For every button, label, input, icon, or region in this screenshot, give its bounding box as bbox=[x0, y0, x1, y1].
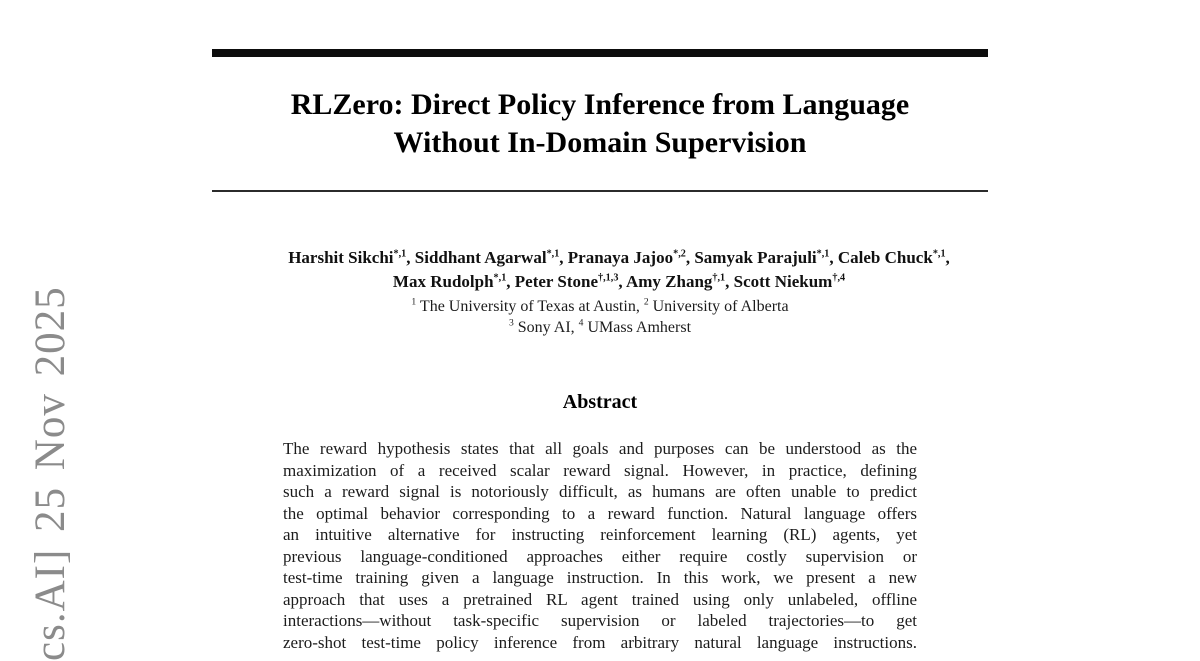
author-name: Samyak Parajuli bbox=[694, 248, 817, 267]
paper-title-line1: RLZero: Direct Policy Inference from Language bbox=[290, 88, 910, 121]
author-name: Siddhant Agarwal bbox=[414, 248, 547, 267]
top-rule bbox=[212, 49, 988, 57]
affiliation-name: University of Alberta bbox=[648, 298, 789, 315]
abstract-line: test-time training given a language instruction. In this work, we present a new bbox=[283, 568, 917, 587]
author-name: Scott Niekum bbox=[733, 272, 833, 291]
abstract-line: an intuitive alternative for instructing reinforcement learning (RL) agents, yet bbox=[283, 525, 917, 544]
abstract-line: The reward hypothesis states that all goals and purposes can be understood as the bbox=[283, 439, 917, 458]
author-affiliation-marker: *,1 bbox=[493, 272, 507, 284]
author-affiliation-marker: *,1 bbox=[393, 248, 407, 260]
author-affiliation-marker: *,1 bbox=[546, 248, 560, 260]
author-name: Harshit Sikchi bbox=[288, 248, 394, 267]
abstract-line: previous language-conditioned approaches either require costly supervision or bbox=[283, 546, 917, 566]
affiliation-line bbox=[0, 317, 1200, 338]
affiliation-line bbox=[0, 296, 1200, 317]
author-affiliation-marker: †,1 bbox=[712, 272, 726, 284]
author-name: Amy Zhang bbox=[625, 272, 713, 291]
abstract-line: zero-shot test-time policy inference from arbitrary natural language instructions. bbox=[283, 632, 917, 652]
author-affiliation-marker: †,1,3 bbox=[598, 272, 619, 284]
author-separator: , bbox=[559, 248, 568, 267]
affiliation-number: 3 bbox=[508, 317, 514, 329]
affiliation-number: 2 bbox=[643, 296, 649, 308]
abstract-heading: Abstract bbox=[562, 391, 638, 413]
arxiv-stamp: cs.AI] 25 Nov 2025 bbox=[27, 286, 74, 661]
author-separator: , bbox=[945, 248, 950, 267]
abstract-body bbox=[283, 438, 917, 653]
author-affiliation-marker: *,2 bbox=[673, 248, 686, 260]
author-block bbox=[0, 246, 1200, 294]
author-separator: , bbox=[829, 248, 838, 267]
affiliation-block bbox=[0, 296, 1200, 338]
author-name: Max Rudolph bbox=[392, 272, 494, 291]
affiliation-name: The University of Texas at Austin, bbox=[416, 298, 644, 315]
affiliation-name: UMass Amherst bbox=[583, 319, 692, 336]
author-affiliation-marker: *,1 bbox=[816, 248, 830, 260]
author-name: Pranaya Jajoo bbox=[567, 248, 674, 267]
author-name: Peter Stone bbox=[514, 272, 599, 291]
abstract-line: the optimal behavior corresponding to a reward function. Natural language offers bbox=[283, 503, 917, 523]
author-separator: , bbox=[406, 248, 415, 267]
title-rule bbox=[212, 190, 988, 192]
paper-title bbox=[0, 86, 1200, 162]
author-separator: , bbox=[725, 272, 734, 291]
abstract-line: approach that uses a pretrained RL agent trained using only unlabeled, offline bbox=[283, 589, 917, 609]
affiliation-number: 1 bbox=[411, 296, 417, 308]
author-line bbox=[38, 270, 1200, 294]
affiliation-number: 4 bbox=[578, 317, 584, 329]
author-affiliation-marker: †,4 bbox=[832, 272, 846, 284]
abstract-line: maximization of a received scalar reward signal. However, in practice, defining bbox=[283, 460, 917, 480]
author-affiliation-marker: *,1 bbox=[932, 248, 946, 260]
abstract-line: interactions—without task-specific supervision or labeled trajectories—to get bbox=[283, 611, 917, 630]
author-line bbox=[38, 246, 1200, 270]
affiliation-name: Sony AI, bbox=[513, 319, 579, 336]
paper-title-line2: Without In-Domain Supervision bbox=[393, 126, 807, 159]
author-name: Caleb Chuck bbox=[837, 248, 933, 267]
author-separator: , bbox=[618, 272, 626, 291]
author-separator: , bbox=[685, 248, 695, 267]
abstract-line: such a reward signal is notoriously difficult, as humans are often unable to predict bbox=[283, 482, 917, 501]
author-separator: , bbox=[506, 272, 515, 291]
